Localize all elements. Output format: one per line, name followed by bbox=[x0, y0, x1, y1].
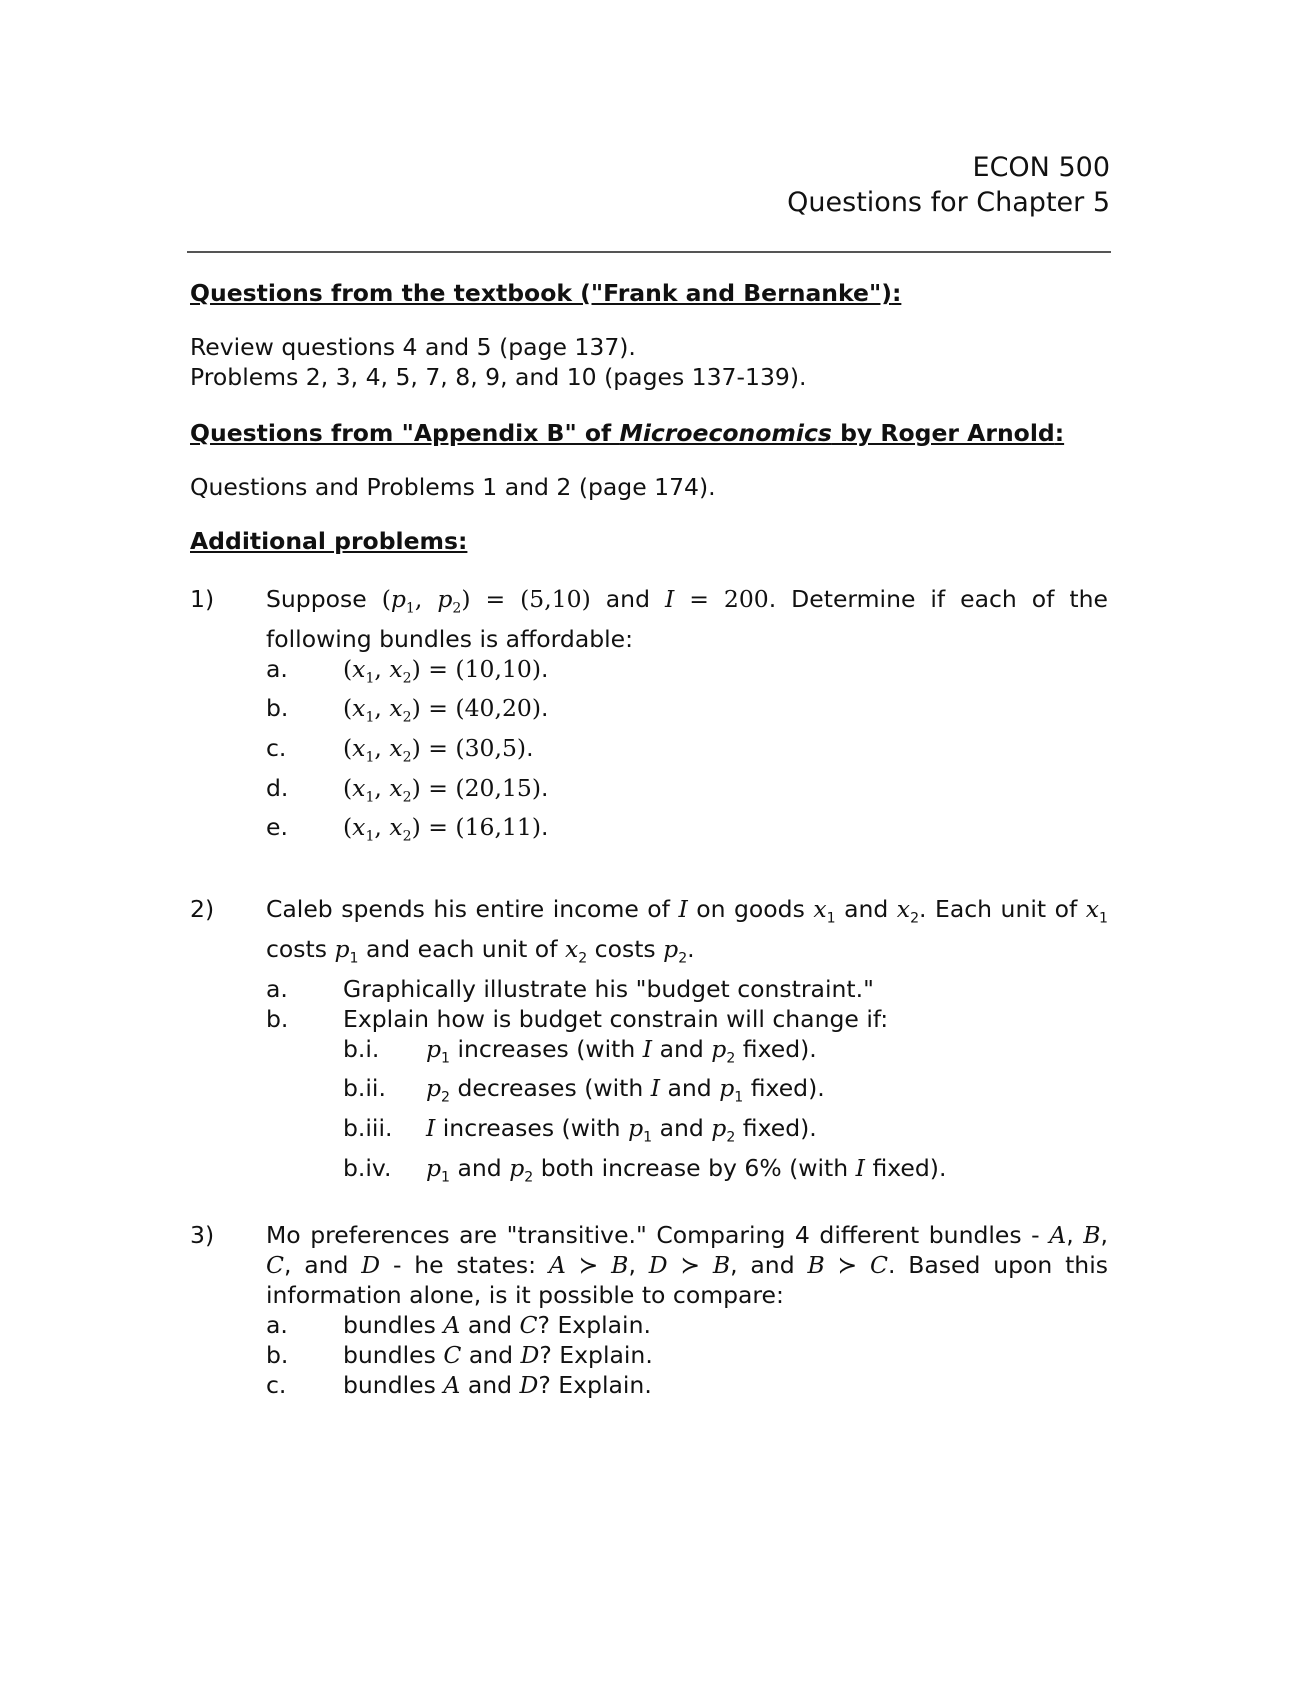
textbook-heading: Questions from the textbook ("Frank and Bernanke"): bbox=[190, 279, 902, 307]
list-item: b.ii. $p_2$ decreases (with I and $p_1$ fixed). bbox=[343, 1074, 825, 1106]
document-subtitle: Questions for Chapter 5 bbox=[787, 187, 1110, 218]
list-item: b.iii. I increases (with $p_1$ and $p_2$ fixed). bbox=[343, 1113, 817, 1146]
problem-number: 2) bbox=[190, 895, 215, 924]
list-item: e. ($x_1$, $x_2) = (16,11)$. bbox=[266, 813, 549, 846]
course-code: ECON 500 bbox=[972, 152, 1110, 183]
problem-3-text: Mo preferences are "transitive." Comparing 4 different bundles - A, B, C, and D - he states: A ≻ B, D ≻ B, and B ≻ C. Based upon this information alone, is it possible to compare: bbox=[266, 1221, 1108, 1310]
list-item: b. Explain how is budget constrain will change if: b.i. $p_1$ increases (with I and $p_2$ fixed). b.ii. $p_2$ decreases (with I and $p_1$ fixed). b.iii. I increases (with $p_1$ and $p_2$ fixed). b.iv. $p_1$ and $p_2$ both increase by 6% (with I fixed). bbox=[266, 1004, 1108, 1193]
problem-2-parts bbox=[266, 974, 1108, 1193]
list-item: c. ($x_1$, $x_2) = (30,5)$. bbox=[266, 734, 534, 766]
appendix-line: Questions and Problems 1 and 2 (page 174). bbox=[190, 473, 716, 501]
textbook-line-2: Problems 2, 3, 4, 5, 7, 8, 9, and 10 (pages 137-139). bbox=[190, 363, 807, 391]
problem-3-parts bbox=[266, 1310, 1108, 1400]
problem-3 bbox=[190, 1220, 1108, 1400]
additional-heading: Additional problems: bbox=[190, 527, 468, 555]
list-item: b.i. $p_1$ increases (with I and $p_2$ fixed). bbox=[343, 1034, 817, 1067]
problem-number: 3) bbox=[190, 1221, 215, 1250]
problem-2 bbox=[190, 894, 1108, 1192]
document-body bbox=[190, 278, 1108, 1400]
problem-2b-subparts bbox=[343, 1034, 1108, 1193]
header-rule bbox=[187, 251, 1111, 253]
problem-1-text: Suppose ($p_1$, $p_2) = (5,10)$ and I = 200. Determine if each of the following bundles is affordable: bbox=[266, 585, 1108, 653]
list-item: b. bundles C and D? Explain. bbox=[266, 1341, 653, 1370]
list-item: c. bundles A and D? Explain. bbox=[266, 1371, 652, 1400]
problem-2-text: Caleb spends his entire income of I on goods $x_1$ and $x_2$. Each unit of $x_1$ costs $p_1$ and each unit of $x_2$ costs $p_2$. bbox=[266, 895, 1108, 967]
list-item: d. ($x_1$, $x_2) = (20,15)$. bbox=[266, 773, 549, 806]
textbook-line-1: Review questions 4 and 5 (page 137). bbox=[190, 333, 636, 361]
list-item: b.iv. $p_1$ and $p_2$ both increase by 6% (with I fixed). bbox=[343, 1153, 947, 1186]
bundle-list bbox=[266, 654, 1108, 852]
list-item: a. bundles A and C? Explain. bbox=[266, 1311, 651, 1340]
list-item: b. ($x_1$, $x_2) = (40,20)$. bbox=[266, 694, 549, 727]
appendix-heading: Questions from "Appendix B" of Microeconomics by Roger Arnold: bbox=[190, 419, 1065, 447]
document-header bbox=[787, 150, 1110, 220]
list-item: a. Graphically illustrate his "budget constraint." bbox=[266, 974, 874, 1003]
list-item: a. ($x_1$, $x_2) = (10,10)$. bbox=[266, 654, 549, 687]
problem-number: 1) bbox=[190, 585, 215, 613]
problem-1 bbox=[190, 584, 1108, 852]
